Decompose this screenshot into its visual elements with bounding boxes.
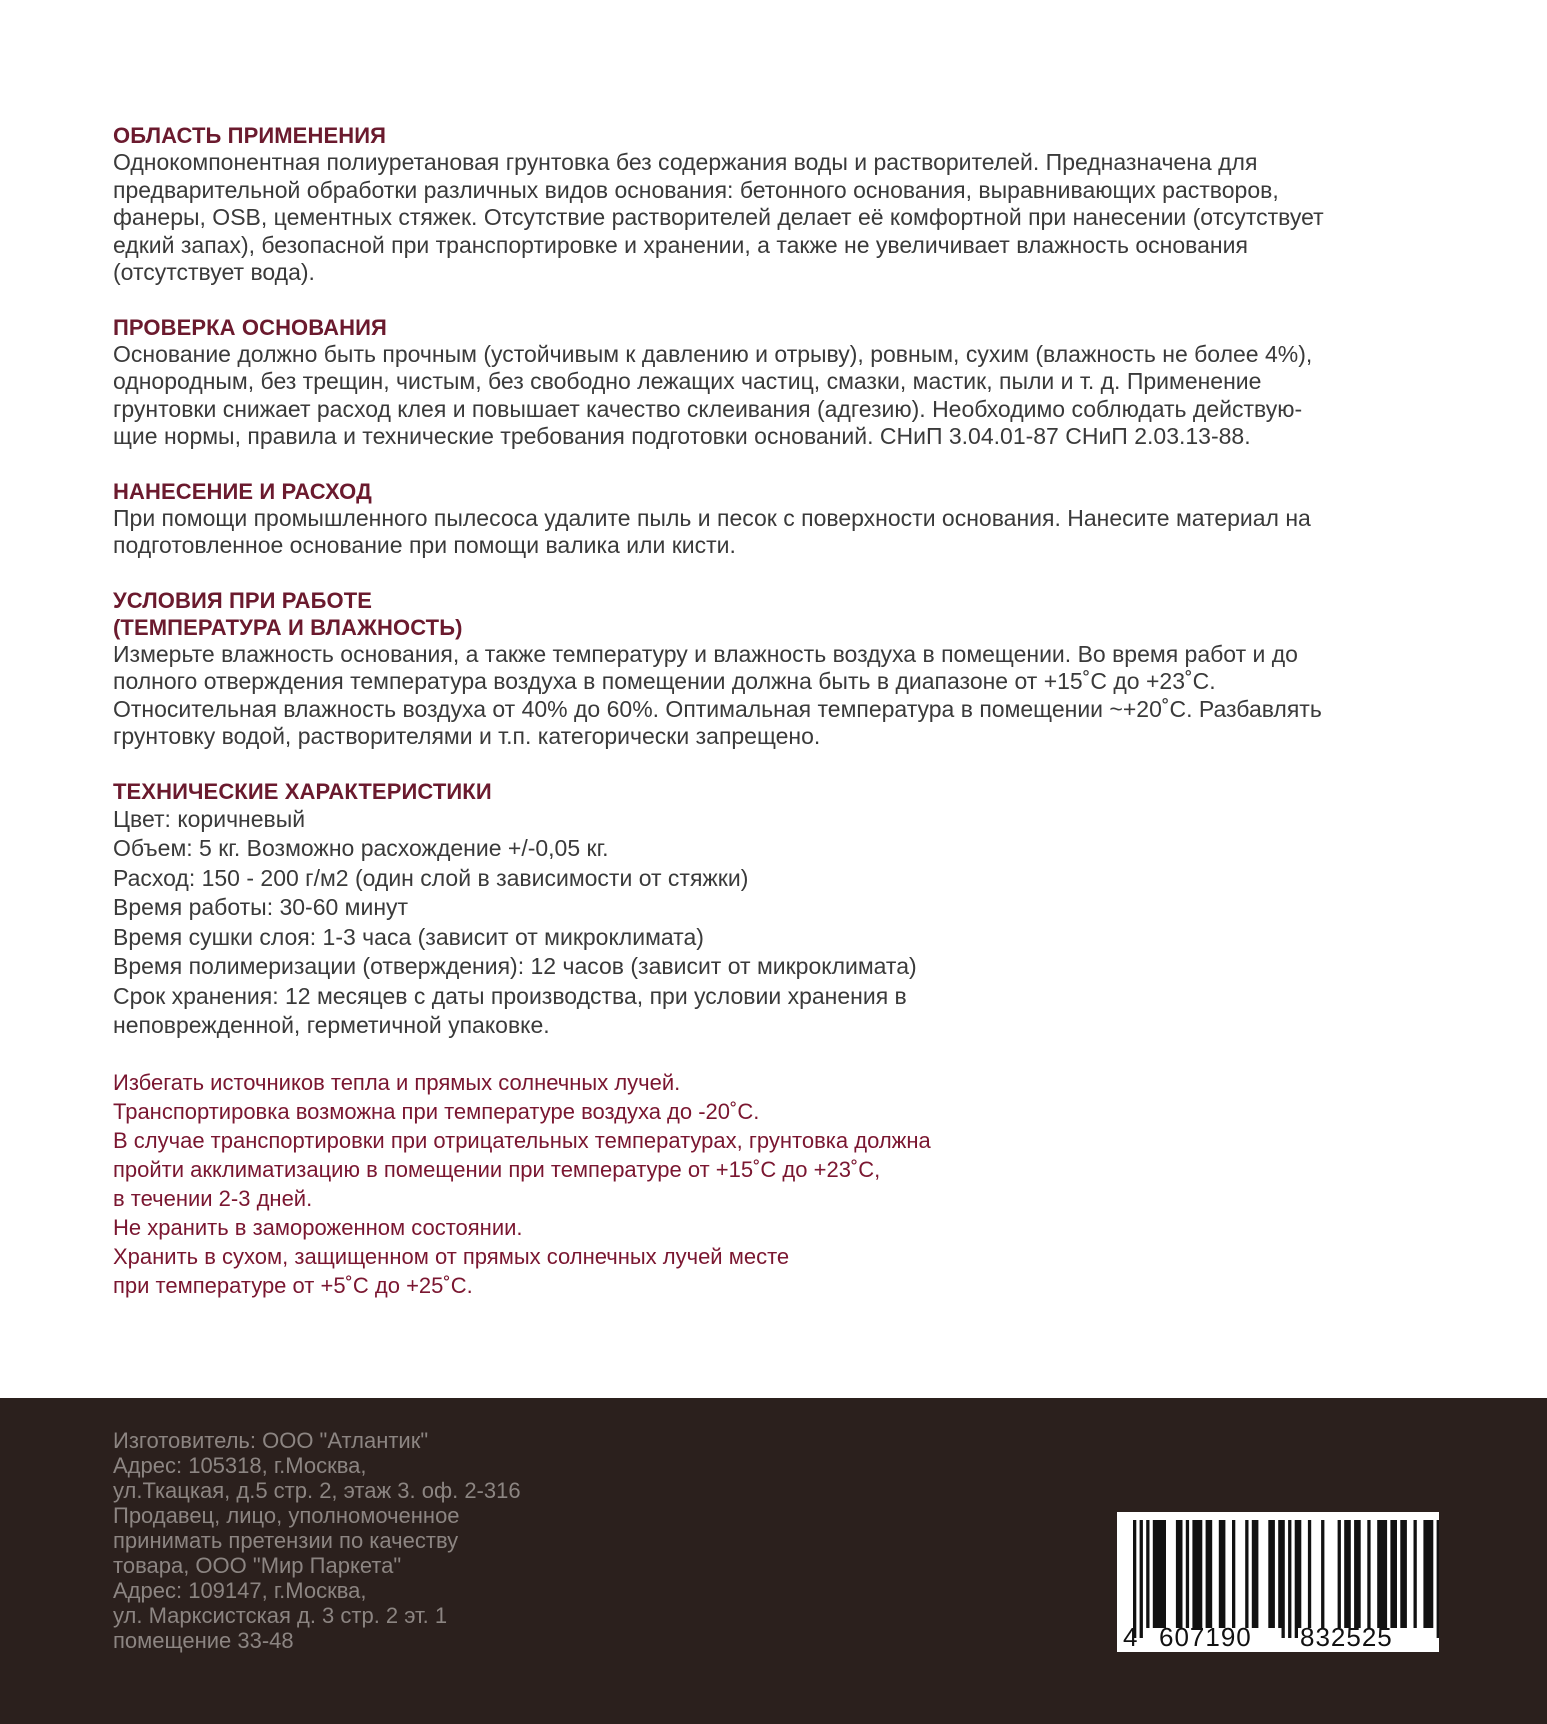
barcode-bar	[1367, 1520, 1370, 1628]
barcode-right-group: 832525	[1300, 1622, 1393, 1652]
warning-line: пройти акклиматизацию в помещении при температуре от +15˚С до +23˚С,	[113, 1156, 881, 1182]
barcode-bar	[1282, 1520, 1285, 1638]
text-line: Измерьте влажность основания, а также температуру и влажность воздуха в помещении. Во время работ и до	[113, 640, 1298, 667]
barcode-bar	[1278, 1520, 1281, 1628]
section-heading: ТЕХНИЧЕСКИЕ ХАРАКТЕРИСТИКИ	[113, 778, 492, 804]
text-line: полного отверждения температура воздуха в помещении должна быть в диапазоне от +15˚С до +23˚С.	[113, 668, 1216, 694]
section-heading: НАНЕСЕНИЕ И РАСХОД	[113, 478, 372, 504]
text-line: Основание должно быть прочным (устойчивым к давлению и отрыву), ровным, сухим (влажность не более 4%),	[113, 340, 1313, 367]
barcode-bar	[1153, 1520, 1166, 1628]
manufacturer-line: Адрес: 105318, г.Москва,	[113, 1453, 367, 1478]
warning-line: Не хранить в замороженном состоянии.	[113, 1214, 523, 1240]
section-base-check	[113, 314, 1443, 451]
barcode-bar	[1245, 1520, 1248, 1628]
spec-item: неповрежденной, герметичной упаковке.	[113, 1012, 550, 1038]
barcode-bar	[1186, 1520, 1189, 1628]
barcode-bar	[1308, 1520, 1311, 1628]
section-text	[113, 341, 1443, 451]
section-heading: ПРОВЕРКА ОСНОВАНИЯ	[113, 314, 387, 340]
text-line: подготовленное основание при помощи валика или кисти.	[113, 532, 736, 558]
warning-line: В случае транспортировки при отрицательных температурах, грунтовка должна	[113, 1127, 931, 1153]
text-line: грунтовки снижает расход клея и повышает качество склеивания (адгезию). Необходимо соблюдать действую-	[113, 395, 1303, 422]
manufacturer-line: Продавец, лицо, уполномоченное	[113, 1503, 460, 1528]
spec-item: Цвет: коричневый	[113, 805, 306, 832]
barcode-bar	[1390, 1520, 1397, 1628]
spec-item: Расход: 150 - 200 г/м2 (один слой в зависимости от стяжки)	[113, 864, 749, 891]
text-line: предварительной обработки различных видов основания: бетонного основания, выравнивающих растворов,	[113, 176, 1279, 203]
barcode-digits	[1117, 1622, 1439, 1650]
barcode-left-group: 607190	[1159, 1622, 1252, 1652]
spec-item: Время полимеризации (отверждения): 12 часов (зависит от микроклимата)	[113, 953, 917, 979]
barcode-bar	[1268, 1520, 1275, 1628]
spec-item: Объем: 5 кг. Возможно расхождение +/-0,05 кг.	[113, 835, 609, 861]
footer-band	[0, 1398, 1547, 1724]
barcode-bar	[1133, 1520, 1136, 1638]
section-application	[113, 122, 1443, 287]
storage-warnings	[113, 1068, 1443, 1300]
manufacturer-line: ул. Марксистская д. 3 стр. 2 эт. 1	[113, 1603, 448, 1628]
barcode-bar	[1192, 1520, 1202, 1628]
specs-list	[113, 805, 1443, 1041]
text-line: (отсутствует вода).	[113, 259, 315, 285]
text-line: Однокомпонентная полиуретановая грунтовка без содержания воды и растворителей. Предназначена для	[113, 149, 1258, 175]
manufacturer-line: принимать претензии по качеству	[113, 1528, 459, 1553]
text-line: фанеры, OSB, цементных стяжек. Отсутствие растворителей делает её комфортной при нанесении (отсутствует	[113, 204, 1324, 230]
section-text	[113, 641, 1443, 751]
section-heading: ОБЛАСТЬ ПРИМЕНЕНИЯ	[113, 123, 387, 148]
text-line: едкий запах), безопасной при транспортировке и хранении, а также не увеличивает влажность основания	[113, 231, 1248, 258]
warning-line: Хранить в сухом, защищенном от прямых солнечных лучей месте	[113, 1243, 790, 1269]
section-conditions	[113, 587, 1443, 751]
warning-line: в течении 2-3 дней.	[113, 1185, 313, 1211]
spec-item: Срок хранения: 12 месяцев с даты производства, при условии хранения в	[113, 982, 907, 1009]
barcode	[1117, 1512, 1439, 1652]
barcode-bar	[1338, 1520, 1341, 1628]
barcode-bar	[1377, 1520, 1387, 1628]
text-line: однородным, без трещин, чистым, без свободно лежащих частиц, смазки, мастик, пыли и т. д. Применение	[113, 368, 1262, 394]
barcode-bar	[1219, 1520, 1226, 1628]
barcode-first-digit: 4	[1123, 1622, 1138, 1652]
warning-line: Транспортировка возможна при температуре воздуха до -20˚С.	[113, 1098, 760, 1124]
manufacturer-line: помещение 33-48	[113, 1628, 294, 1653]
barcode-bar	[1344, 1520, 1351, 1628]
text-line: грунтовку водой, растворителями и т.п. категорически запрещено.	[113, 723, 821, 749]
barcode-bar	[1146, 1520, 1149, 1628]
section-application-usage	[113, 478, 1443, 560]
text-line: Относительная влажность воздуха от 40% до 60%. Оптимальная температура в помещении ~+20˚С. Разбавлять	[113, 695, 1322, 722]
text-line: щие нормы, правила и технические требования подготовки оснований. СНиП 3.04.01-87 СНиП 2.03.13-88.	[113, 423, 1251, 449]
spec-item: Время сушки слоя: 1-3 часа (зависит от микроклимата)	[113, 923, 704, 950]
barcode-bar	[1206, 1520, 1213, 1628]
barcode-bar	[1437, 1520, 1439, 1638]
barcode-bar	[1288, 1520, 1291, 1638]
barcode-bar	[1414, 1520, 1417, 1628]
section-specs	[113, 778, 1443, 1041]
manufacturer-info	[113, 1428, 673, 1653]
section-text	[113, 149, 1443, 287]
label-content	[113, 122, 1443, 1300]
section-heading: УСЛОВИЯ ПРИ РАБОТЕ	[113, 587, 373, 613]
text-line: При помощи промышленного пылесоса удалите пыль и песок с поверхности основания. Нанесите материал на	[113, 504, 1311, 531]
section-heading-sub: (ТЕМПЕРАТУРА И ВЛАЖНОСТЬ)	[113, 614, 463, 640]
manufacturer-line: товара, ООО "Мир Паркета"	[113, 1553, 402, 1578]
barcode-bar	[1354, 1520, 1361, 1628]
barcode-bar	[1232, 1520, 1235, 1628]
barcode-bar	[1252, 1520, 1259, 1628]
warning-line: при температуре от +5˚С до +25˚С.	[113, 1272, 473, 1298]
barcode-bar	[1295, 1520, 1298, 1638]
manufacturer-line: ул.Ткацкая, д.5 стр. 2, этаж 3. оф. 2-316	[113, 1478, 521, 1503]
barcode-bar	[1140, 1520, 1143, 1638]
barcode-bar	[1423, 1520, 1433, 1628]
barcode-bar	[1298, 1520, 1301, 1628]
section-text	[113, 505, 1443, 560]
barcode-bar	[1400, 1520, 1407, 1628]
barcode-bar	[1176, 1520, 1183, 1628]
spec-item: Время работы: 30-60 минут	[113, 894, 409, 920]
warning-line: Избегать источников тепла и прямых солнечных лучей.	[113, 1069, 681, 1095]
manufacturer-line: Изготовитель: ООО "Атлантик"	[113, 1428, 429, 1453]
manufacturer-line: Адрес: 109147, г.Москва,	[113, 1578, 367, 1603]
barcode-bar	[1321, 1520, 1324, 1628]
